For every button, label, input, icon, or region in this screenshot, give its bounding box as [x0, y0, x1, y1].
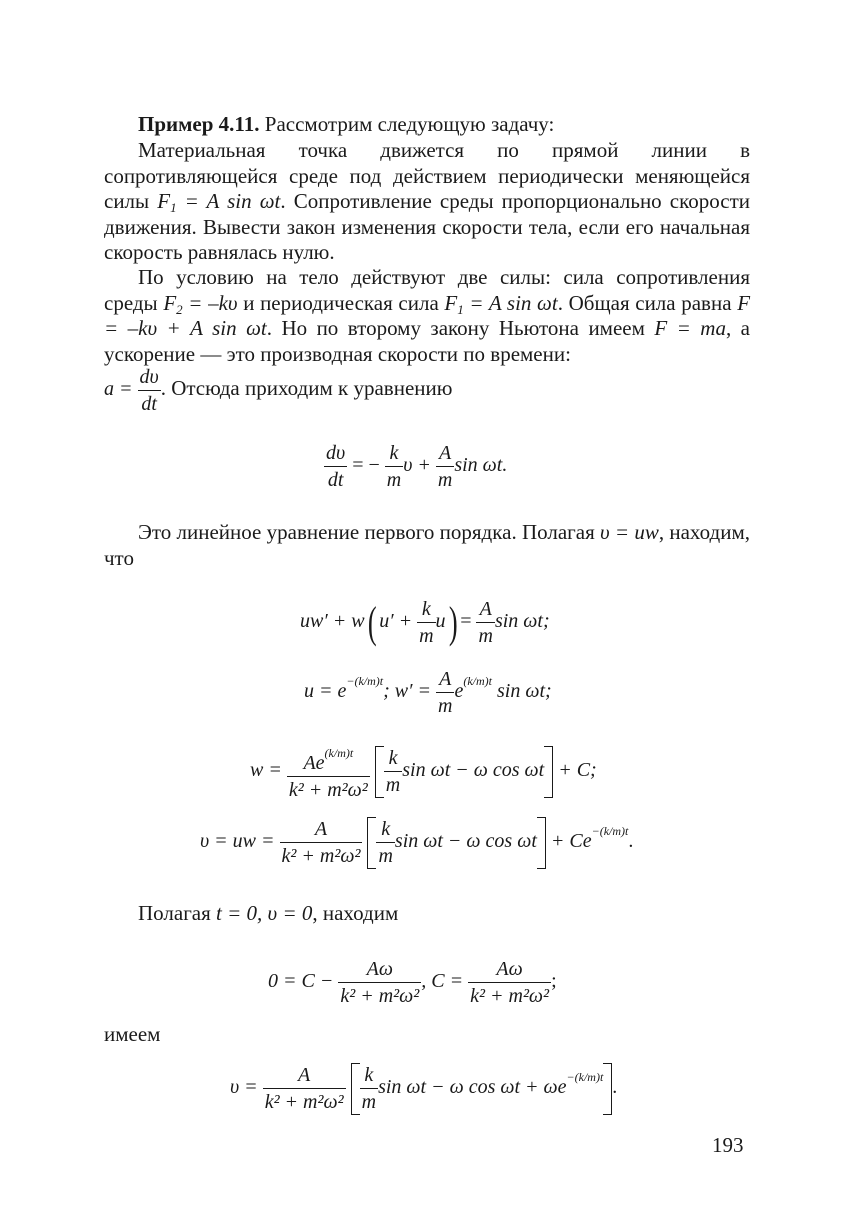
equation-velocity-general: υ = uw = $\frac{A}{\text{k² + m²ω²}}$ $\frac{k}{m}$ sin ωt − ω $\cos \omega t + Ce^{-(k/m)t}$. [200, 818, 634, 867]
example-label: Пример 4.11. [138, 112, 260, 136]
equation-u-w-prime: $u = e^{-(k/m)t}$; w′ = $\frac{A}{m}$ $e^{(k/m)t}$ sin ωt; [304, 668, 552, 717]
equation-w: w = $\frac{Ae^{(k/m)t}}{\text{k² + m²ω²}}$ $\frac{k}{m}$ sin ωt − ω cos ωt + C; [250, 740, 597, 803]
example-heading [104, 112, 750, 138]
solution-paragraph [104, 265, 750, 367]
example-intro: Рассмотрим следующую задачу: [264, 112, 555, 136]
initial-condition: t = 0, υ = 0 [216, 901, 313, 925]
substitution-expr: υ = uw [600, 520, 659, 544]
substitution-paragraph [104, 520, 750, 571]
solution-text-b: и периодическая сила [243, 290, 439, 315]
problem-paragraph [104, 138, 750, 266]
force-f2: $F_2 = -k\upsilon$ [163, 290, 238, 317]
total-force: F = –kυ + A sin ωt [104, 290, 751, 340]
substitution-text-a: Это линейное уравнение первого порядка. Полагая [138, 520, 595, 544]
acceleration-definition: a = $\frac{d\upsilon}{dt}$ . Отсюда приходим к уравнению [104, 366, 453, 415]
equation-velocity-final: υ = $\frac{A}{\text{k² + m²ω²}}$ $\frac{k}{m}$ sin ωt − ω $\cos \omega t + \omega e^{-(k/m)t}$ . [230, 1064, 618, 1113]
problem-text-b: . Сопротивление среды пропорционально скорости движения. Вывести закон изменения скорости тела, если его начальная скорость равнялась нулю. [104, 189, 750, 264]
page-number: 193 [712, 1133, 744, 1157]
solution-text-a: По условию на тело действуют две силы: сила сопротивления среды [104, 265, 750, 315]
force-f1: $F_1 = A$ sin ωt [157, 189, 281, 215]
force-f1-again: $F_1 = A$ sin ωt [444, 290, 558, 317]
equation-uw: uw′ + w( u′ + $\frac{k}{m}$ u) = $\frac{A}{m}$ sin ωt; [300, 598, 550, 647]
solution-text-e: , а ускорение — это производная скорости по времени: [104, 316, 751, 366]
initial-text-a: Полагая [138, 901, 211, 925]
equation-motion: $\frac{d\upsilon}{dt}$ = − $\frac{k}{m}$ υ + $\frac{A}{m}$ sin ωt. [326, 442, 508, 491]
initial-condition-paragraph [104, 901, 750, 927]
solution-text-d: . Но по второму закону Ньютона имеем [266, 316, 645, 340]
substitution-text-b: , находим, что [104, 520, 750, 570]
equation-constant: 0 = C − $\frac{A\omega}{\text{k² + m²ω²}}$ , C = $\frac{A\omega}{\text{k² + m²ω²}}$ ; [268, 958, 557, 1007]
newton-law: F = ma [654, 316, 726, 340]
problem-text-a: Материальная точка движется по прямой линии в сопротивляющейся среде под действием периодически меняющейся силы [104, 138, 750, 213]
solution-text-f: . Отсюда приходим к уравнению [160, 376, 453, 401]
result-intro: имеем [104, 1022, 161, 1046]
solution-text-c: . Общая сила равна [557, 290, 732, 315]
initial-text-b: , находим [312, 901, 399, 925]
